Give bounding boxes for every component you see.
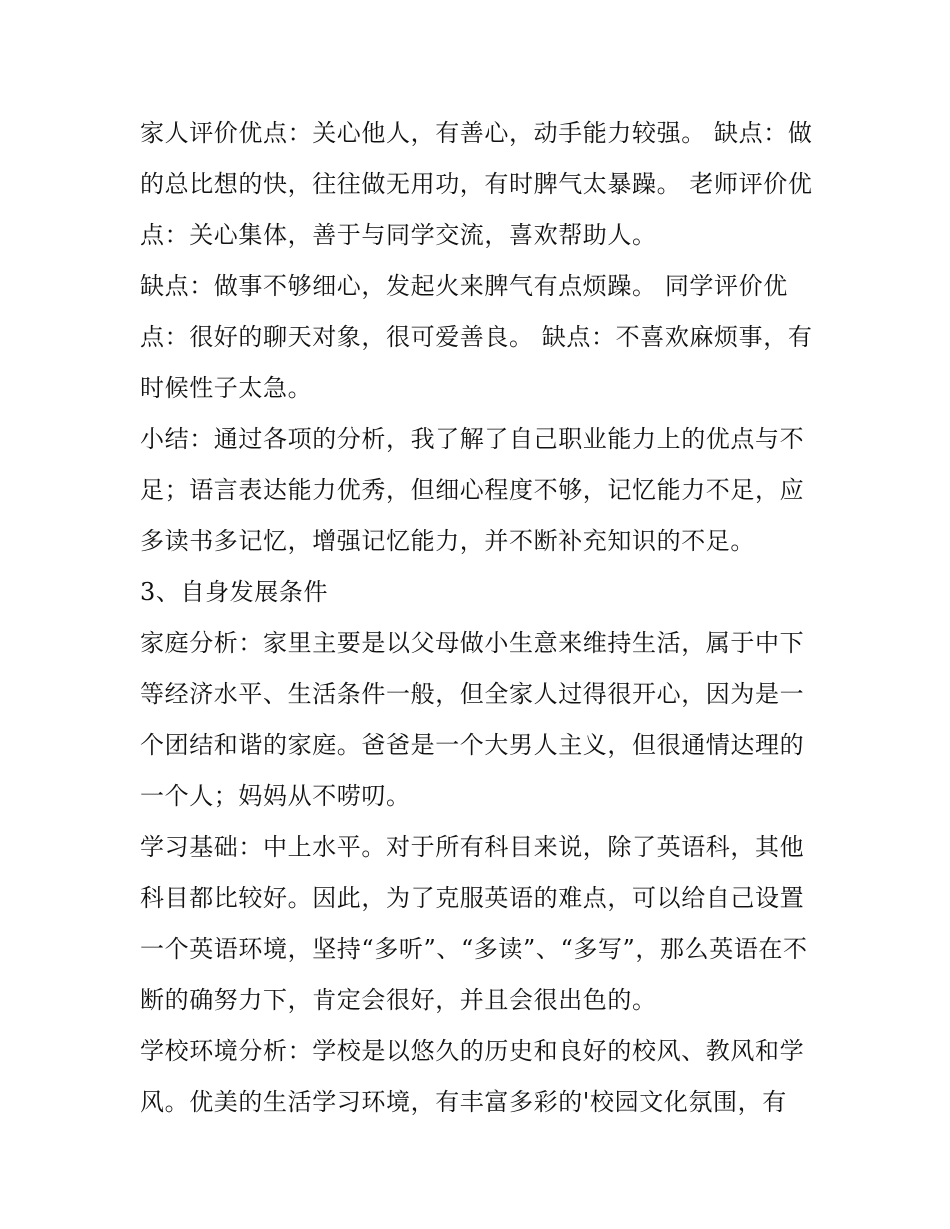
summary-paragraph: 小结：通过各项的分析，我了解了自己职业能力上的优点与不足；语言表达能力优秀，但细心程度不够，记忆能力不足，应多读书多记忆，增强记忆能力，并不断补充知识的不足。: [140, 425, 805, 555]
section-heading: 3、自身发展条件: [140, 578, 329, 606]
evaluation-paragraph-family-teacher: 家人评价优点：关心他人，有善心，动手能力较强。 缺点：做的总比想的快，往往做无用功，有时脾气太暴躁。 老师评价优点：关心集体，善于与同学交流，喜欢帮助人。: [140, 119, 813, 249]
school-environment-paragraph: 学校环境分析：学校是以悠久的历史和良好的校风、教风和学风。优美的生活学习环境，有丰富多彩的'校园文化氛围，有: [140, 1037, 805, 1116]
evaluation-paragraph-classmates: 缺点：做事不够细心，发起火来脾气有点烦躁。 同学评价优点：很好的聊天对象，很可爱善良。 缺点：不喜欢麻烦事，有时候性子太急。: [140, 272, 813, 402]
study-foundation-paragraph: 学习基础：中上水平。对于所有科目来说，除了英语科，其他科目都比较好。因此，为了克服英语的难点，可以给自己设置一个英语环境，坚持“多听”、“多读”、“多写”，那么英语在不断的确努力下，肯定会很好，并且会很出色的。: [140, 833, 808, 1014]
document-body: [140, 108, 815, 1128]
family-analysis-paragraph: 家庭分析：家里主要是以父母做小生意来维持生活，属于中下等经济水平、生活条件一般，但全家人过得很开心，因为是一个团结和谐的家庭。爸爸是一个大男人主义，但很通情达理的一个人；妈妈从不唠叨。: [140, 629, 805, 810]
